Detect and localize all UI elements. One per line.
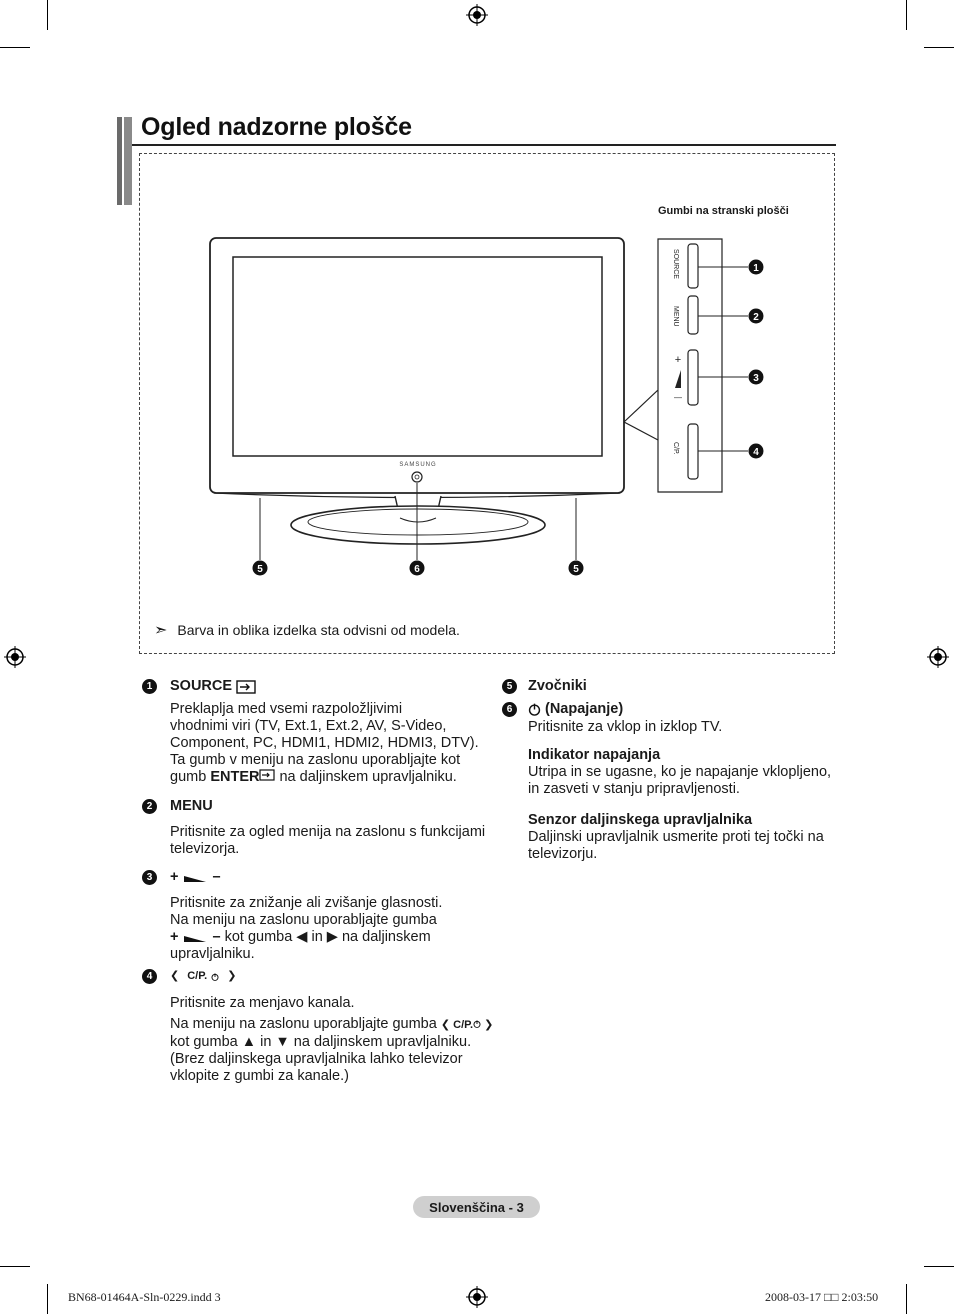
panel-label-channel: C/P. <box>672 442 679 455</box>
callout-2 <box>749 309 764 324</box>
item-heading: Zvočniki <box>528 678 587 694</box>
crop-mark <box>906 0 907 30</box>
svg-text:3: 3 <box>753 373 759 384</box>
footer-date: 2008-03-17 □□ 2:03:50 <box>765 1290 879 1304</box>
volume-icon <box>184 874 206 882</box>
svg-text:5: 5 <box>257 564 263 575</box>
chevron-right-icon: ❯ <box>227 970 237 982</box>
panel-label-plus: + <box>674 354 682 366</box>
item-number: 5 <box>502 679 517 694</box>
note-text: Barva in oblika izdelka sta odvisni od modela. <box>177 622 460 638</box>
power-icon <box>473 1020 481 1028</box>
volume-icon <box>184 934 206 942</box>
crop-mark <box>47 1284 48 1314</box>
item-volume: 3 + – Pritisnite za znižanje ali zvišanje glasnosti. Na meniju na zaslonu uporabljajte gumba + – kot gumba ◀ in ▶ na daljinskem upravljalniku. <box>142 869 502 963</box>
item-menu: 2 MENU Pritisnite za ogled menija na zaslonu s funkcijami televizorja. <box>142 798 502 858</box>
svg-text:6: 6 <box>414 564 420 575</box>
registration-mark-icon <box>4 646 26 668</box>
item-speakers <box>502 678 842 695</box>
title-accent-bar <box>117 117 132 205</box>
panel-volume-button <box>688 350 698 405</box>
crop-mark <box>924 47 954 48</box>
callout-5-left <box>253 561 268 576</box>
sub-heading: Indikator napajanja <box>528 747 661 763</box>
page-title: Ogled nadzorne plošče <box>141 113 412 141</box>
page-number-badge: Slovenščina - 3 <box>413 1196 540 1218</box>
callout-4 <box>749 444 764 459</box>
item-channel: 4 ❮ C/P. ❯ Pritisnite za menjavo kanala. Na meniju na zaslonu uporabljajte gumba ❮ C/P. ❯ kot gumba ▲ in ▼ na daljinskem upravljalniku. (Brez daljinskega upravljalnika lahko televizor vklopite z gumbi za kanale.) <box>142 968 502 1085</box>
item-number: 4 <box>142 969 157 984</box>
crop-mark <box>906 1284 907 1314</box>
tv-brand: SAMSUNG <box>399 462 437 468</box>
note-arrow-icon: ➣ <box>154 622 168 639</box>
crop-mark <box>47 0 48 30</box>
item-heading: SOURCE <box>170 678 233 694</box>
svg-text:5: 5 <box>573 564 579 575</box>
svg-text:2: 2 <box>753 312 759 323</box>
panel-channel-button <box>688 424 698 479</box>
callout-6 <box>410 561 425 576</box>
side-buttons-label: Gumbi na stranski plošči <box>658 205 789 217</box>
tv-stand <box>291 506 545 544</box>
crop-mark <box>924 1266 954 1267</box>
panel-source-button <box>688 244 698 288</box>
callout-3 <box>749 370 764 385</box>
panel-menu-button <box>688 296 698 334</box>
tv-illustration <box>200 230 800 590</box>
model-note <box>154 620 460 640</box>
registration-mark-icon <box>927 646 949 668</box>
sub-heading: Senzor daljinskega upravljalnika <box>528 812 753 828</box>
tv-screen <box>233 257 602 456</box>
power-indicator-icon <box>412 472 422 482</box>
title-rule <box>132 144 836 146</box>
enter-icon <box>259 769 275 781</box>
svg-text:1: 1 <box>753 263 759 274</box>
power-icon <box>528 703 541 716</box>
item-source: 1 SOURCE Preklaplja med vsemi razpoložljivimi vhodnimi viri (TV, Ext.1, Ext.2, AV, S-Video, Component, PC, HDMI1, HDMI2, HDMI3, DTV). Ta gumb v meniju na zaslonu uporabljajte kot gumb ENTER na daljinskem upravljalniku. <box>142 678 502 786</box>
item-heading: (Napajanje) <box>545 701 624 717</box>
power-icon <box>211 973 219 981</box>
crop-mark <box>0 47 30 48</box>
panel-label-menu: MENU <box>672 306 679 327</box>
footer-file: BN68-01464A-Sln-0229.indd 3 <box>68 1290 221 1304</box>
chevron-left-icon: ❮ <box>440 1019 451 1031</box>
item-number: 2 <box>142 799 157 814</box>
registration-mark-icon <box>466 4 488 26</box>
item-number: 3 <box>142 870 157 885</box>
item-power: 6 (Napajanje) Pritisnite za vklop in izklop TV. Indikator napajanja Utripa in se ugasne, ko je napajanje vklopljeno, in zasveti v stanju pripravljenosti. Senzor daljinskega upravljalnika Daljinski upravljalnik usmerite proti tej točki na televizorju. <box>502 701 842 863</box>
svg-text:4: 4 <box>753 447 759 458</box>
panel-label-source: SOURCE <box>672 249 679 279</box>
panel-label-minus: — <box>674 393 682 402</box>
item-number: 1 <box>142 679 157 694</box>
chevron-right-icon: ❯ <box>484 1019 494 1031</box>
callout-1 <box>749 260 764 275</box>
crop-mark <box>0 1266 30 1267</box>
item-number: 6 <box>502 702 517 717</box>
item-heading: MENU <box>170 798 213 814</box>
source-input-icon <box>236 680 256 694</box>
chevron-left-icon: ❮ <box>170 970 180 982</box>
registration-mark-icon <box>466 1286 488 1308</box>
callout-5-right <box>569 561 584 576</box>
